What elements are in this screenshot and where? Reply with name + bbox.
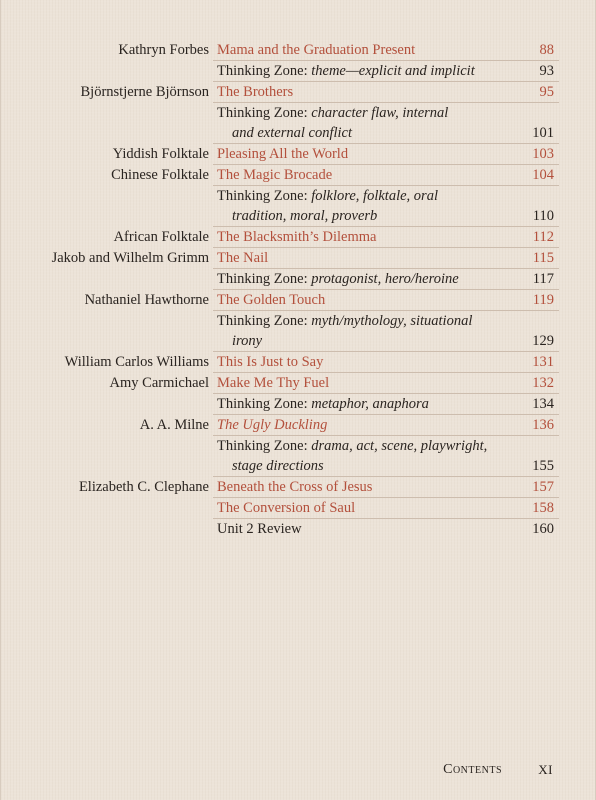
- toc-title-text: Pleasing All the World: [217, 146, 349, 162]
- toc-title-text: Make Me Thy Fuel: [217, 375, 330, 391]
- toc-entry: [1, 519, 596, 540]
- toc-entry: [1, 311, 596, 352]
- thinking-zone-prefix: Thinking Zone:: [217, 271, 312, 287]
- toc-page-number: 101: [532, 125, 554, 141]
- toc-page-number: 160: [532, 521, 554, 537]
- toc-page-number: 132: [532, 375, 554, 391]
- toc-author: Björnstjerne Björnson: [80, 84, 209, 100]
- thinking-zone-prefix: Thinking Zone:: [217, 438, 312, 454]
- toc-entry: [1, 436, 596, 477]
- thinking-zone-prefix: Thinking Zone:: [217, 313, 312, 329]
- toc-author: Nathaniel Hawthorne: [84, 292, 209, 308]
- toc-page-number: 110: [532, 208, 554, 224]
- thinking-zone-terms: myth/mythology, situational: [311, 313, 473, 329]
- toc-title: [217, 165, 517, 185]
- toc-page-number: 131: [532, 354, 554, 370]
- toc-title: [217, 352, 517, 372]
- toc-title: [217, 61, 517, 81]
- thinking-zone-terms: folklore, folktale, oral: [311, 188, 438, 204]
- toc-author: William Carlos Williams: [64, 354, 209, 370]
- toc-entry: [1, 394, 596, 415]
- thinking-zone-terms: character flaw, internal: [311, 105, 449, 121]
- toc-title-text: The Magic Brocade: [217, 167, 333, 183]
- toc-page-number: 104: [532, 167, 554, 183]
- thinking-zone-prefix: Thinking Zone:: [217, 396, 312, 412]
- toc-title: [217, 248, 517, 268]
- toc-title: [217, 82, 517, 102]
- thinking-zone-terms-continued: stage directions: [232, 458, 324, 474]
- toc-entry: [1, 248, 596, 269]
- page-footer: [1, 762, 596, 782]
- toc-title: [217, 290, 517, 310]
- toc-entry: [1, 61, 596, 82]
- toc-title: Unit 2 Review: [217, 521, 302, 537]
- toc-title: [217, 144, 517, 164]
- toc-title-text: The Conversion of Saul: [217, 500, 356, 516]
- thinking-zone-terms-continued: tradition, moral, proverb: [232, 208, 378, 224]
- toc-entry: [1, 227, 596, 248]
- toc-title: [217, 436, 517, 476]
- toc-entry: [1, 290, 596, 311]
- toc-page-number: 103: [532, 146, 554, 162]
- thinking-zone-prefix: Thinking Zone:: [217, 105, 312, 121]
- toc-page-number: 117: [532, 271, 554, 287]
- toc-title-text: The Brothers: [217, 84, 294, 100]
- toc-entry: [1, 40, 596, 61]
- toc-page-number: 129: [532, 333, 554, 349]
- toc-author: Kathryn Forbes: [118, 42, 209, 58]
- toc-title: [217, 311, 517, 351]
- toc-entry: [1, 165, 596, 186]
- toc-title: [217, 269, 517, 289]
- thinking-zone-terms-continued: and external conflict: [232, 125, 352, 141]
- toc-page-number: 134: [532, 396, 554, 412]
- thinking-zone-terms: metaphor, anaphora: [311, 396, 429, 412]
- toc-title-text: This Is Just to Say: [217, 354, 324, 370]
- toc-entry: [1, 373, 596, 394]
- thinking-zone-prefix: Thinking Zone:: [217, 188, 312, 204]
- toc-title: [217, 373, 517, 393]
- toc-title: [217, 40, 517, 60]
- footer-page-number: XI: [538, 762, 553, 777]
- toc-title: [217, 477, 517, 497]
- toc-entry: [1, 498, 596, 519]
- toc-entry: [1, 415, 596, 436]
- toc-page-number: 158: [532, 500, 554, 516]
- toc-title: [217, 103, 517, 143]
- toc-page-number: 95: [539, 84, 554, 100]
- toc-title-text: The Golden Touch: [217, 292, 326, 308]
- toc-title: [217, 415, 517, 435]
- toc-author: Yiddish Folktale: [112, 146, 209, 162]
- toc-entry: [1, 144, 596, 165]
- toc-entry: [1, 477, 596, 498]
- toc-page-number: 155: [532, 458, 554, 474]
- toc-title-text: The Blacksmith’s Dilemma: [217, 229, 377, 245]
- toc-title-text: The Ugly Duckling: [217, 417, 328, 433]
- toc-page-number: 115: [532, 250, 554, 266]
- thinking-zone-terms: drama, act, scene, playwright,: [311, 438, 488, 454]
- toc-author: Chinese Folktale: [111, 167, 209, 183]
- toc-entry: [1, 269, 596, 290]
- toc-title-text: Mama and the Graduation Present: [217, 42, 416, 58]
- toc-author: Jakob and Wilhelm Grimm: [51, 250, 209, 266]
- toc-entry: [1, 352, 596, 373]
- toc-author: African Folktale: [113, 229, 209, 245]
- thinking-zone-terms: protagonist, hero/heroine: [311, 271, 459, 287]
- toc-page-number: 93: [539, 63, 554, 79]
- toc-entry: [1, 186, 596, 227]
- toc-page-number: 112: [532, 229, 554, 245]
- toc-title: [217, 498, 517, 518]
- toc-author: A. A. Milne: [139, 417, 209, 433]
- toc-entry: [1, 82, 596, 103]
- toc-entry: [1, 103, 596, 144]
- toc-title: [217, 394, 517, 414]
- toc-author: Elizabeth C. Clephane: [78, 479, 209, 495]
- toc-title-text: Beneath the Cross of Jesus: [217, 479, 373, 495]
- thinking-zone-prefix: Thinking Zone:: [217, 63, 312, 79]
- toc-page-number: 119: [532, 292, 554, 308]
- toc-page-number: 88: [539, 42, 554, 58]
- thinking-zone-terms: theme—explicit and implicit: [311, 63, 475, 79]
- toc-author: Amy Carmichael: [109, 375, 209, 391]
- toc-page-number: 136: [532, 417, 554, 433]
- toc-title: [217, 227, 517, 247]
- footer-section-label: Contents: [443, 762, 502, 777]
- thinking-zone-terms-continued: irony: [232, 333, 263, 349]
- toc-page-number: 157: [532, 479, 554, 495]
- toc-title: [217, 186, 517, 226]
- toc-title-text: The Nail: [217, 250, 269, 266]
